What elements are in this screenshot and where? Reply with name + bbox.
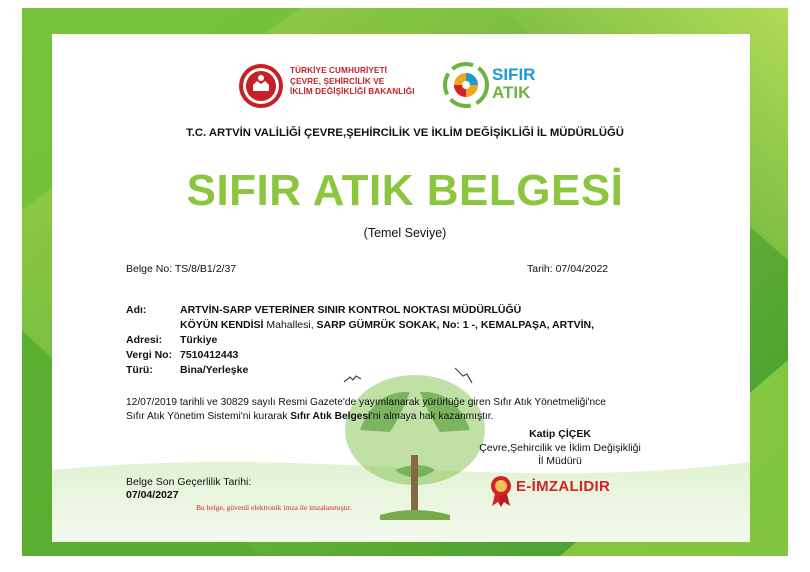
sifir-atik-wordmark xyxy=(492,66,535,102)
tax-number-value: 7510412443 xyxy=(180,349,239,361)
address-line xyxy=(180,319,594,331)
signatory-block xyxy=(470,428,650,469)
address-street: SARP GÜMRÜK SOKAK, No: 1 -, KEMALPAŞA, ARTVİN, xyxy=(316,319,595,331)
statement-part1: 12/07/2019 tarihli ve 30829 sayılı Resmi Gazete'de yayımlanarak yürürlüğe giren Sıfır Atık Yönetmeliği'nce Sıfır Atık Yönetim Sistemi'ni kurarak xyxy=(126,397,606,422)
address-village: KÖYÜN KENDİSİ xyxy=(180,319,264,331)
sifir-atik-logo-icon xyxy=(443,62,489,108)
esign-badge: E-İMZALIDIR xyxy=(516,478,611,495)
statement-bold: Sıfır Atık Belgesi xyxy=(290,410,371,422)
ministry-line1: TÜRKİYE CUMHURİYETİ xyxy=(290,66,387,75)
address-country: Türkiye xyxy=(180,334,218,346)
directorate-title: T.C. ARTVİN VALİLİĞİ ÇEVRE,ŞEHİRCİLİK VE İKLİM DEĞİŞİKLİĞİ İL MÜDÜRLÜĞÜ xyxy=(186,127,624,139)
signatory-title-line1: Çevre,Şehircilik ve İklim Değişikliği xyxy=(479,441,641,454)
certificate-statement xyxy=(126,396,626,423)
certificate-level: (Temel Seviye) xyxy=(363,226,447,240)
type-value: Bina/Yerleşke xyxy=(180,364,249,376)
address-neighborhood: Mahallesi, xyxy=(263,319,317,331)
validity-label: Belge Son Geçerlilik Tarihi: xyxy=(126,476,252,488)
atik-word: ATIK xyxy=(492,83,531,102)
ministry-line3: İKLİM DEĞİŞİKLİĞİ BAKANLIĞI xyxy=(290,87,415,96)
certificate-title: SIFIR ATIK BELGESİ xyxy=(186,166,624,215)
certificate-number: Belge No: TS/8/B1/2/37 xyxy=(126,263,237,275)
name-value: ARTVİN-SARP VETERİNER SINIR KONTROL NOKTASI MÜDÜRLÜĞÜ xyxy=(180,304,522,316)
name-label: Adı: xyxy=(126,304,147,316)
address-label: Adresi: xyxy=(126,334,163,346)
validity-date: 07/04/2027 xyxy=(126,489,179,501)
sifir-word: SIFIR xyxy=(492,65,536,84)
ministry-line2: ÇEVRE, ŞEHİRCİLİK VE xyxy=(290,76,385,86)
statement-part2: 'ni almaya hak kazanmıştır. xyxy=(370,410,494,422)
type-label: Türü: xyxy=(126,364,153,376)
ministry-name xyxy=(290,66,415,98)
tax-number-label: Vergi No: xyxy=(126,349,173,361)
signatory-name: Katip ÇİÇEK xyxy=(529,428,591,440)
ministry-logo-icon xyxy=(238,63,284,109)
issue-date: Tarih: 07/04/2022 xyxy=(527,263,609,275)
signatory-title-line2: İl Müdürü xyxy=(538,455,582,467)
esign-info-text: Bu belge, güvenli elektronik imza ile imzalanmıştır. xyxy=(196,503,352,512)
validity-block xyxy=(126,476,251,502)
